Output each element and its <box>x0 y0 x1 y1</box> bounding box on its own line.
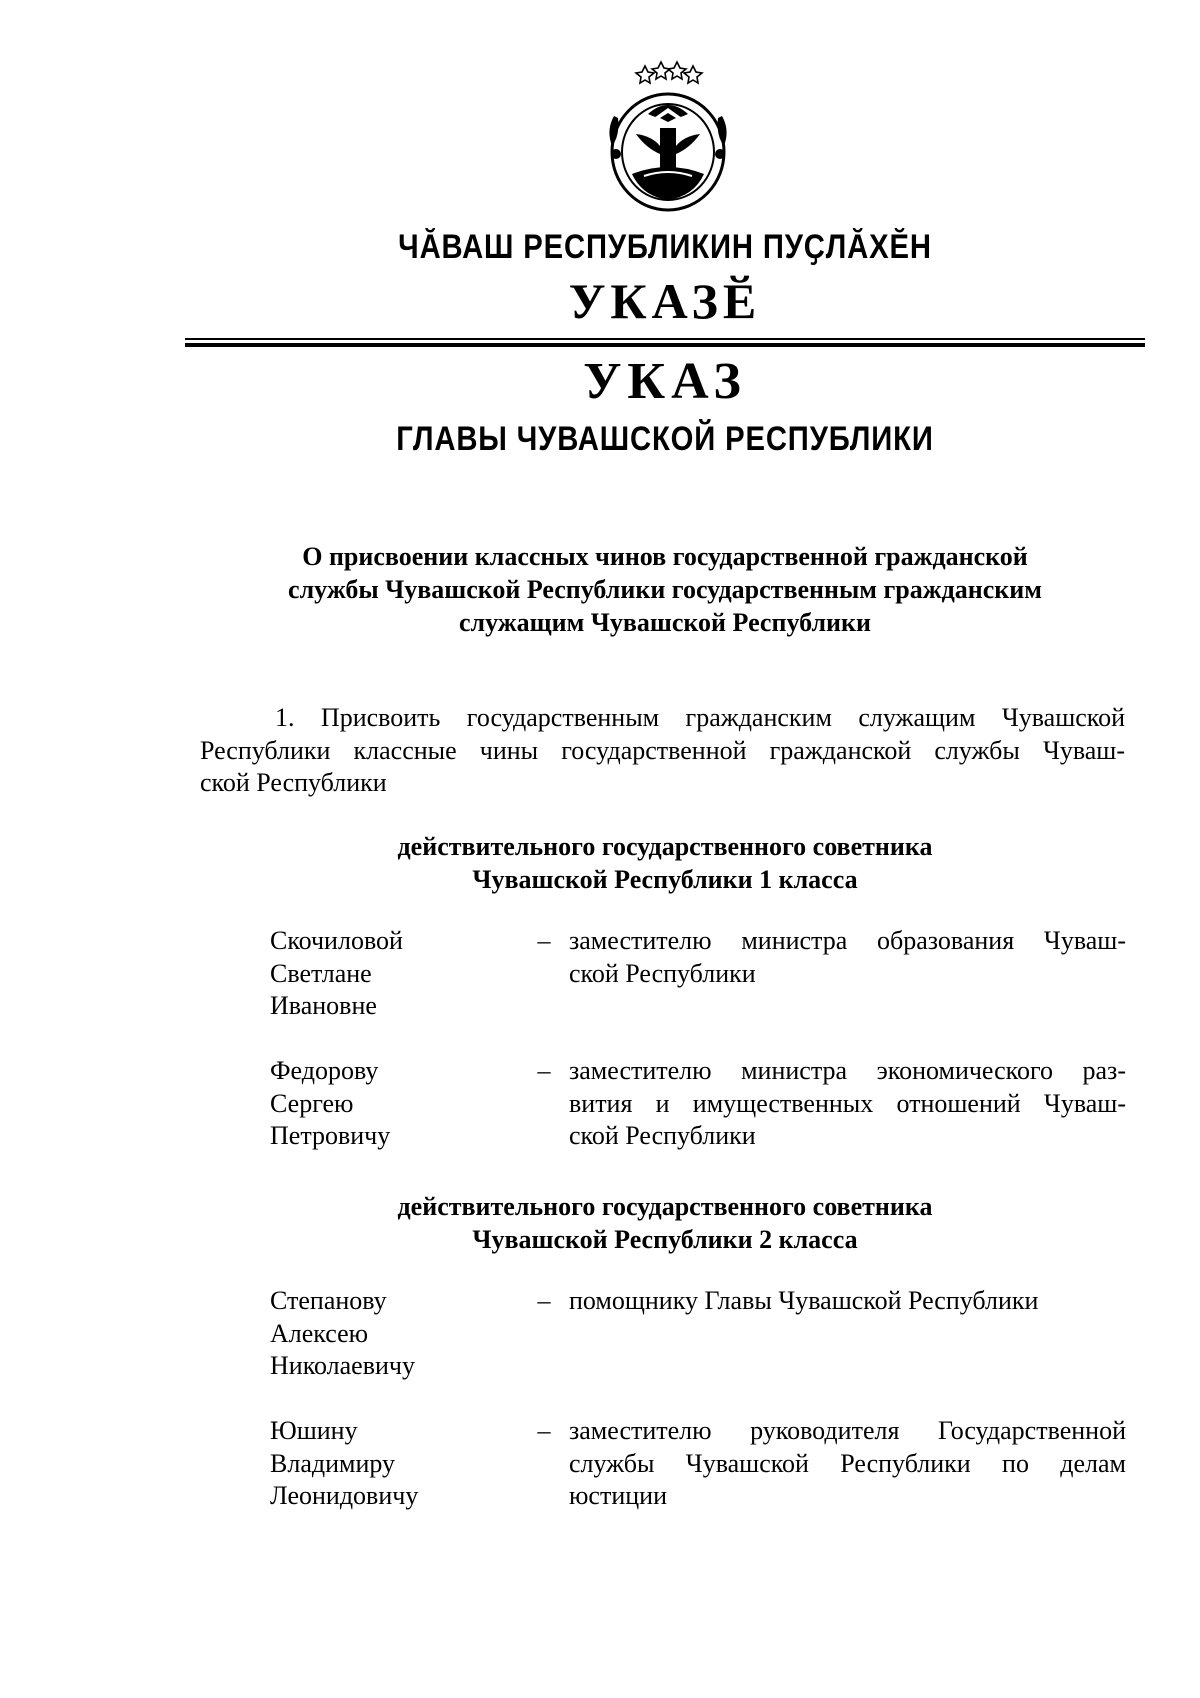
rank-heading <box>200 1190 1130 1256</box>
paragraph-line: 1. Присвоить государственным гражданским служащим Чувашской <box>275 703 1125 732</box>
appointee-name <box>270 1285 530 1383</box>
appointee-name <box>270 925 530 1023</box>
position-line: службы Чувашской Республики по делам <box>569 1448 1126 1478</box>
paragraph-line: ской Республики <box>200 768 387 797</box>
chuvash-title: ЧӐВАШ РЕСПУБЛИКИН ПУҪЛӐХӖН <box>398 228 932 266</box>
name-line: Алексею <box>270 1318 369 1348</box>
entry-dash: – <box>537 926 551 955</box>
paragraph-line: Республики классные чины государственной гражданской службы Чуваш- <box>200 735 1125 765</box>
appointee-position <box>569 1415 1126 1513</box>
appointee-position <box>569 925 1126 990</box>
position-line: заместителю министра образования Чуваш- <box>569 926 1126 955</box>
name-line: Ивановне <box>270 991 377 1020</box>
position-line: заместителю руководителя Государственной <box>569 1416 1126 1445</box>
rank-heading-line: действительного государственного советника <box>397 832 933 861</box>
position-line: помощнику Главы Чувашской Республики <box>569 1286 1039 1315</box>
entry-dash: – <box>537 1286 551 1315</box>
rank-heading-line: Чувашской Республики 1 класса <box>472 865 858 894</box>
name-line: Юшину <box>270 1416 358 1445</box>
name-line: Светлане <box>270 958 372 988</box>
name-line: Степанову <box>270 1286 387 1315</box>
name-line: Федорову <box>270 1056 379 1085</box>
entry-dash: – <box>537 1416 551 1445</box>
chuvash-decree-word: УКАЗӖ <box>568 273 762 329</box>
position-line: заместителю министра экономического раз- <box>569 1056 1126 1085</box>
header-rule-thick <box>185 343 1145 347</box>
russian-decree-word: УКАЗ <box>583 353 747 410</box>
decree-title-line: служащим Чувашской Республики <box>459 608 871 637</box>
header-rule-thin <box>185 338 1145 340</box>
rank-heading <box>200 830 1130 896</box>
entry-dash: – <box>537 1056 551 1085</box>
rank-heading-line: действительного государственного советника <box>397 1192 933 1221</box>
name-line: Леонидовичу <box>270 1481 419 1510</box>
appointee-position <box>569 1055 1126 1153</box>
appointee-name <box>270 1055 530 1153</box>
name-line: Скочиловой <box>270 926 403 955</box>
decree-title-line: О присвоении классных чинов государственной гражданской <box>302 542 1028 571</box>
name-line: Сергею <box>270 1088 354 1118</box>
position-line: вития и имущественных отношений Чуваш- <box>569 1088 1126 1118</box>
name-line: Николаевичу <box>270 1351 415 1380</box>
position-line: ской Республики <box>569 1121 756 1150</box>
appointee-name <box>270 1415 530 1513</box>
name-line: Владимиру <box>270 1448 396 1478</box>
position-line: юстиции <box>569 1481 667 1510</box>
name-line: Петровичу <box>270 1121 391 1150</box>
decree-title-line: службы Чувашской Республики государственным гражданским <box>288 575 1042 604</box>
decree-paragraph <box>200 702 1125 800</box>
russian-title: ГЛАВЫ ЧУВАШСКОЙ РЕСПУБЛИКИ <box>396 420 934 458</box>
rank-heading-line: Чувашской Республики 2 класса <box>472 1225 858 1254</box>
chuvash-republic-emblem-icon <box>596 56 740 216</box>
position-line: ской Республики <box>569 958 756 988</box>
decree-title <box>200 540 1130 639</box>
appointee-position <box>569 1285 1126 1318</box>
